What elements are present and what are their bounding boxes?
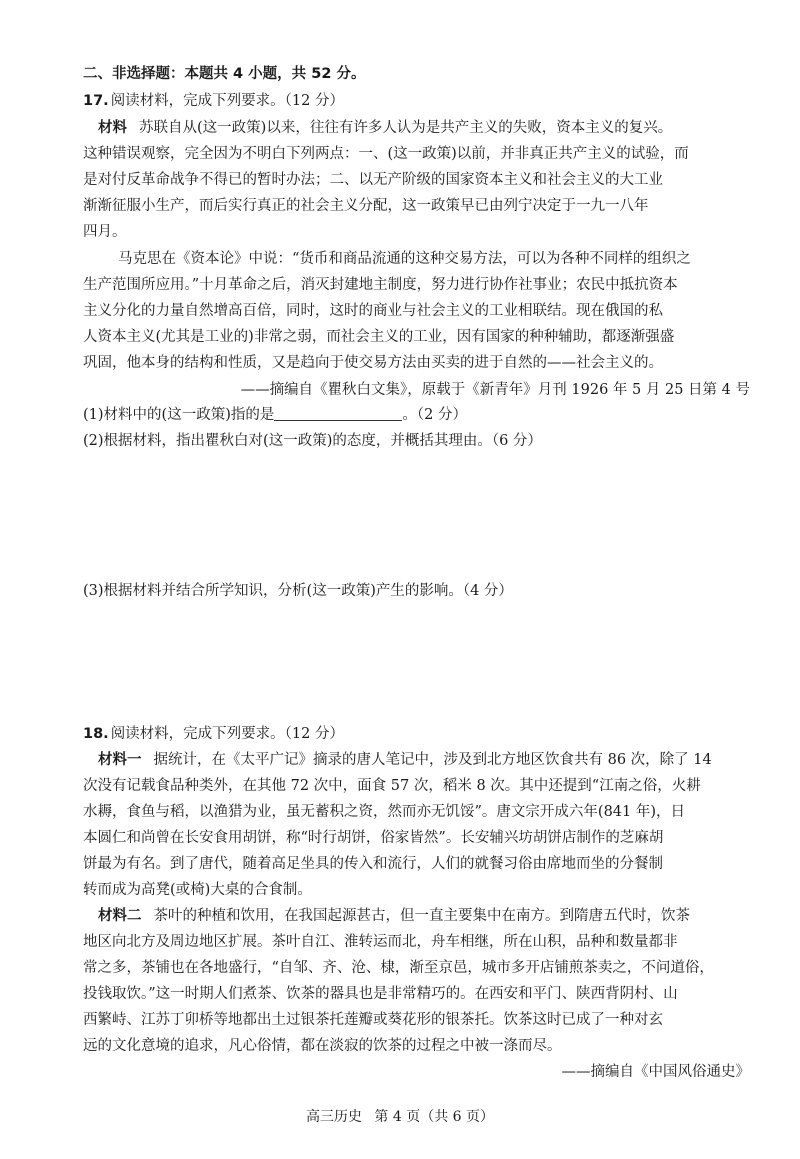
q18-material1-line: 本圆仁和尚曾在长安食用胡饼，称“时行胡饼，俗家皆然”。长安辅兴坊胡饼店制作的芝麻胡: [83, 830, 664, 846]
q18-material2-label: 材料二: [98, 908, 142, 924]
q17-para2-line: 生产范围所应用。”十月革命之后，消灭封建地主制度，努力进行协作社事业；农民中抵抗资本: [83, 277, 678, 293]
page-footer: [0, 1106, 800, 1126]
q18-material1-line: 据统计，在《太平广记》摘录的唐人笔记中，涉及到北方地区饮食共有 86 次，除了 14: [153, 752, 712, 768]
q17-para1-line: 是对付反革命战争不得已的暂时办法；二、以无产阶级的国家资本主义和社会主义的大工业: [83, 172, 663, 188]
q17-prompt: 阅读材料，完成下列要求。（12 分）: [110, 93, 344, 109]
q17-material-line-1: [98, 117, 788, 139]
q17-sub1-text: (1)材料中的(这一政策)指的是: [83, 407, 275, 423]
q18-prompt: 阅读材料，完成下列要求。（12 分）: [110, 726, 344, 742]
q18-material1-line: 转而成为高凳(或椅)大桌的合食制。: [83, 882, 312, 898]
section-header: 二、非选择题：本题共 4 小题，共 52 分。: [83, 66, 366, 82]
footer-page-number: 第 4 页（共 6 页）: [374, 1109, 495, 1125]
q18-material2-line: 茶叶的种植和饮用，在我国起源甚古，但一直主要集中在南方。到隋唐五代时，饮茶: [153, 908, 690, 924]
q18-material1-line: 次没有记载食品种类外，在其他 72 次中，面食 57 次，稻米 8 次。其中还提到“江南之俗，火耕: [83, 778, 701, 794]
q17-para2-line: 马克思在《资本论》中说：“货币和商品流通的这种交易方法，可以为各种不同样的组织之: [118, 251, 691, 267]
q18-material1-line: 饼最为有名。到了唐代，随着高足坐具的传入和流行，人们的就餐习俗由席地而坐的分餐制: [83, 856, 663, 872]
q18-material1-line: 水耨，食鱼与稻，以渔猎为业，虽无蓄积之资，然而亦无饥馁”。唐文宗开成六年(841 年)，日: [83, 804, 686, 820]
q18-prompt-line: [83, 723, 773, 745]
q17-source: ——摘编自《瞿秋白文集》，原载于《新青年》月刊 1926 年 5 月 25 日第 4 号: [240, 382, 750, 398]
q17-para2-line: 巩固，他本身的结构和性质，又是趋向于使交易方法由买卖的进于自然的——社会主义的。: [83, 355, 663, 371]
q18-material1-line-1: [98, 749, 788, 771]
footer-subject: 高三历史: [305, 1109, 362, 1125]
q17-para1-line: 四月。: [83, 224, 127, 240]
q17-prompt-line: [83, 90, 773, 112]
q17-sub1: [83, 404, 773, 426]
q17-para1-line: 这种错误观察，完全因为不明白下列两点：一、(这一政策)以前，并非真正共产主义的试验，而: [83, 146, 689, 162]
q18-material2-line: 西繁峙、江苏丁卯桥等地都出土过银茶托莲瓣或葵花形的银茶托。饮茶这时已成了一种对玄: [83, 1012, 663, 1028]
q17-para2-line: 人资本主义(尤其是工业的)非常之弱，而社会主义的工业，因有国家的种种辅助，都逐渐强盛: [83, 329, 675, 345]
q18-number: 18.: [83, 726, 109, 742]
q17-para1-line: 渐渐征服小生产，而后实行真正的社会主义分配，这一政策早已由列宁决定于一九一八年: [83, 198, 649, 214]
q18-source: ——摘编自《中国风俗通史》: [561, 1064, 750, 1080]
q17-sub2: (2)根据材料，指出瞿秋白对(这一政策)的态度，并概括其理由。（6 分）: [83, 433, 542, 449]
q18-material2-line: 远的文化意境的追求，凡心俗情，都在淡寂的饮茶的过程之中被一涤而尽。: [83, 1038, 562, 1054]
q18-material2-line: 地区向北方及周边地区扩展。茶叶自江、淮转运而北，舟车相继，所在山积，品种和数量都非: [83, 934, 678, 950]
q17-para1-line: 苏联自从(这一政策)以来，往往有许多人认为是共产主义的失败，资本主义的复兴。: [139, 120, 673, 136]
q17-number: 17.: [83, 93, 109, 109]
q17-para2-line: 主义分化的力量自然增高百倍，同时，这时的商业与社会主义的工业相联结。现在俄国的私: [83, 303, 663, 319]
q17-material-label: 材料: [98, 120, 127, 136]
q18-material2-line-1: [98, 905, 788, 927]
q17-sub1-answer-blank[interactable]: [274, 404, 402, 421]
q18-material1-label: 材料一: [98, 752, 142, 768]
q17-sub1-score: 。（2 分）: [402, 407, 467, 423]
q18-material2-line: 常之多，茶铺也在各地盛行，“自邹、齐、沧、棣，渐至京邑，城市多开店铺煎茶卖之，不问道俗，: [83, 960, 714, 976]
q17-sub3: (3)根据材料并结合所学知识，分析(这一政策)产生的影响。（4 分）: [83, 583, 513, 599]
q18-material2-line: 投钱取饮。”这一时期人们煮茶、饮茶的器具也是非常精巧的。在西安和平门、陕西背阴村、山: [83, 986, 678, 1002]
